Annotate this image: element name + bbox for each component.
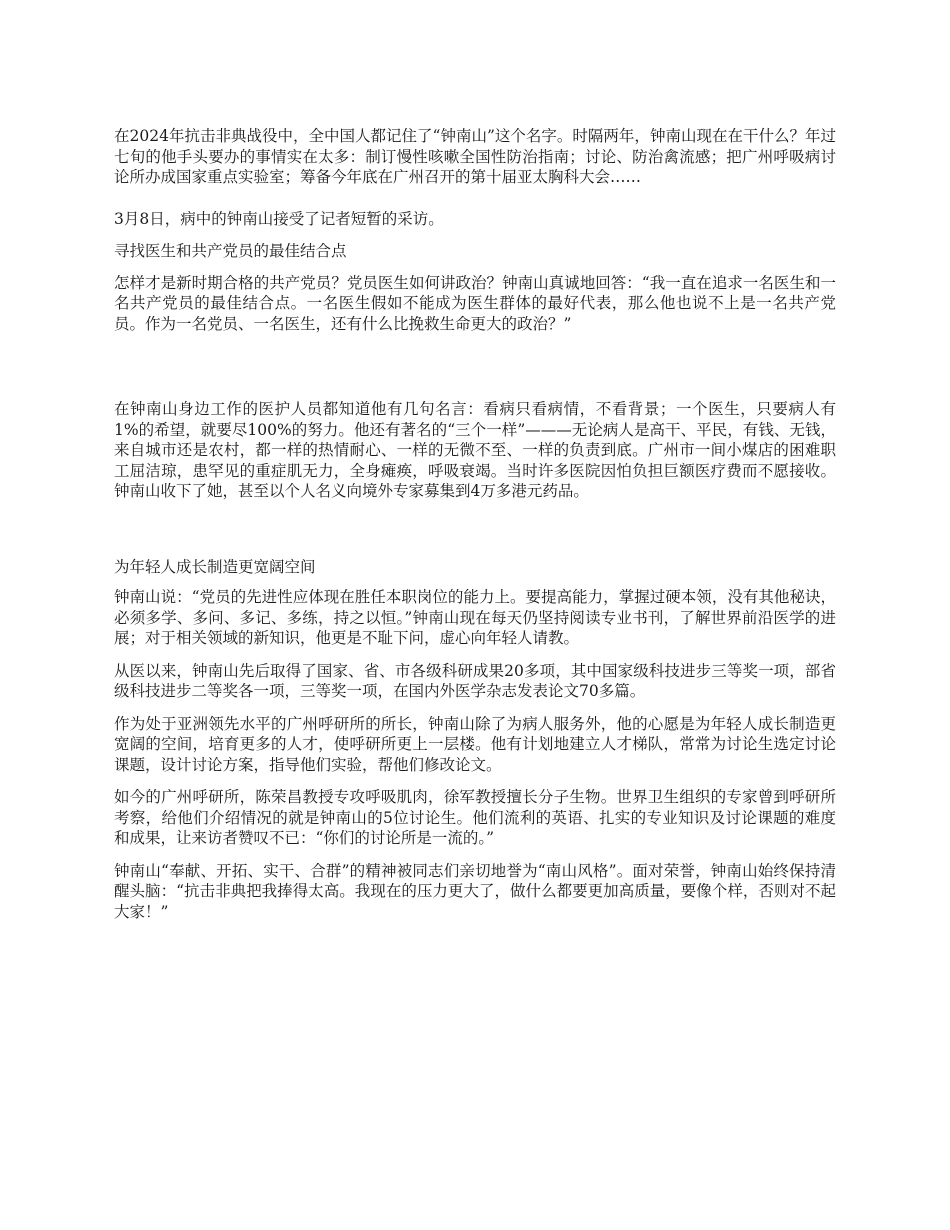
motto-paragraph: 在钟南山身边工作的医护人员都知道他有几句名言：看病只看病情，不看背景；一个医生，只要病人有1%的希望，就要尽100%的努力。他还有著名的“三个一样”———无论病人是高干、平民，有钱、无钱，来自城市还是农村，都一样的热情耐心、一样的无微不至、一样的负责到底。广州市一间小煤店的困难职工屈洁琼，患罕见的重症肌无力，全身瘫痪，呼吸衰竭。当时许多医院因怕负担巨额医疗费而不愿接收。钟南山收下了她，甚至以个人名义向境外专家募集到4万多港元药品。 (114, 400, 836, 500)
section-heading-1: 寻找医生和共产党员的最佳结合点 (114, 242, 347, 260)
interview-date-paragraph: 3月8日，病中的钟南山接受了记者短暂的采访。 (114, 209, 444, 228)
section-heading-2: 为年轻人成长制造更宽阔空间 (114, 557, 316, 576)
students-paragraph: 如今的广州呼研所，陈荣昌教授专攻呼吸肌肉，徐军教授擅长分子生物。世界卫生组织的专家曾到呼研所考察，给他们介绍情况的就是钟南山的5位讨论生。他们流利的英语、扎实的专业知识及讨论课题的难度和成果，让来访者赞叹不已：“你们的讨论所是一流的。” (114, 788, 836, 847)
achievements-paragraph: 从医以来，钟南山先后取得了国家、省、市各级科研成果20多项，其中国家级科技进步三等奖一项，部省级科技进步二等奖各一项，三等奖一项，在国内外医学杂志发表论文70多篇。 (114, 661, 836, 700)
intro-paragraph: 在2024年抗击非典战役中，全中国人都记住了“钟南山”这个名字。时隔两年，钟南山现在在干什么？年过七旬的他手头要办的事情实在太多：制订慢性咳嗽全国性防治指南；讨论、防治禽流感；把广州呼吸病讨论所办成国家重点实验室；筹备今年底在广州召开的第十届亚太胸科大会…… (114, 127, 836, 186)
party-member-paragraph: 怎样才是新时期合格的共产党员？党员医生如何讲政治？钟南山真诚地回答：“我一直在追求一名医生和一名共产党员的最佳结合点。一名医生假如不能成为医生群体的最好代表，那么他也说不上是一名共产党员。作为一名党员、一名医生，还有什么比挽救生命更大的政治？” (114, 273, 836, 333)
article-body (114, 126, 836, 922)
advancement-quote-paragraph: 钟南山说：“党员的先进性应体现在胜任本职岗位的能力上。要提高能力，掌握过硬本领，没有其他秘诀，必须多学、多问、多记、多练，持之以恒。”钟南山现在每天仍坚持阅读专业书刊，了解世界前沿医学的进展；对于相关领域的新知识，他更是不耻下问，虚心向年轻人请教。 (114, 588, 836, 647)
nanshan-style-paragraph: 钟南山“奉献、开拓、实干、合群”的精神被同志们亲切地誉为“南山风格”。面对荣誉，钟南山始终保持清醒头脑：“抗击非典把我捧得太高。我现在的压力更大了，做什么都要更加高质量，要像个样，否则对不起大家！” (114, 861, 836, 921)
institute-director-paragraph: 作为处于亚洲领先水平的广州呼研所的所长，钟南山除了为病人服务外，他的心愿是为年轻人成长制造更宽阔的空间，培育更多的人才，使呼研所更上一层楼。他有计划地建立人才梯队，常常为讨论生选定讨论课题，设计讨论方案，指导他们实验，帮他们修改论文。 (114, 714, 836, 774)
